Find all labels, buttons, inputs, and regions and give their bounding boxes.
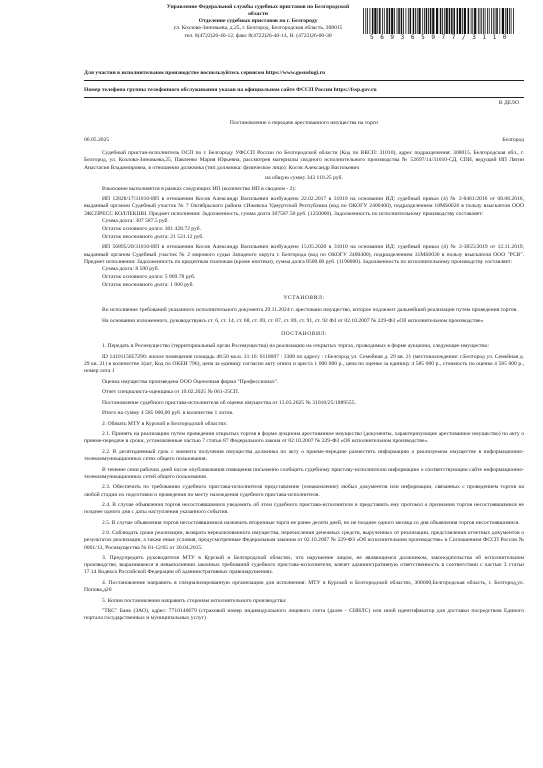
item-2-2: 2.2. В десятидневный срок с момента получения имущества должника по акту о приеме-передаче разместить информацию о реализуемом имуществе в информационно-телекоммуникационных сетях общего пользования.	[84, 448, 524, 463]
item-2-2-notify: В течение семи рабочих дней после опубликования извещения письменно сообщить судебному приставу-исполнителю информацию о соответствующем сайте информационно-телекоммуникационных сетей общего пользования.	[84, 466, 524, 480]
property-description: ID 1410115857290: жилое помещение площадь 48.50 кв.м. 31:16: 0118007 : 3308 по адресу : г.Белгород ул. Семейная д. 29 кв. 21 (местонахождение: г.Белгород ул. Семейная д. 29 кв. 21) в количестве 1(шт, Код по ОКЕИ 796), цена за единицу согласно акту описи и ареста 1 000 000 р., цена по оценке за единицу 4 585 000 р., стоимость по оценке 4 585 000 р., номер лота 1	[84, 353, 524, 374]
ip1-main-balance: Остаток основного долга: 301 428.72 руб.	[102, 226, 201, 233]
ip2-main-balance: Остаток основного долга: 5 969.78 руб.	[102, 274, 196, 281]
header-divider	[84, 80, 524, 81]
ip1-debt-sum: Сумма долга: 307 587.5 руб.	[102, 218, 169, 225]
issuer-name: Управление Федеральной службы судебных приставов по Белгородской	[166, 4, 350, 10]
item-4-send: 4. Постановление направить в специализированную организацию для исполнения: МТУ в Курской и Белгородской областях, 308600,Белгородская область, г. Белгород,ул. Попова,д20	[84, 580, 524, 594]
total-sum: на общую сумму 343 110.25 руб.	[265, 175, 343, 182]
paragraph-collection: Взыскание выполняется в рамках следующих ИП (количество ИП в сводном - 2):	[102, 185, 296, 192]
heading-ustanovil: УСТАНОВИЛ:	[283, 295, 325, 302]
appraisal-report: Отчет специалиста-оценщика от 10.02.2025 № 061-25СП.	[102, 389, 240, 396]
item-2-6: 2.6. Соблюдать сроки реализации, возврата нереализованного имущества, перечисления денежных средств, вырученных от реализации, представления отчетных документов о результатах реализации, а также иные условия, предусмотренные Федеральным законом от 02.10.2007 № 229-ФЗ «Об исполнительном производстве» и Соглашением ФССП России № 0001/13, Росимущества № 01-12/65 от 30.04.2015.	[84, 530, 524, 551]
ip2-other-balance: Остаток неосновного долга: 1 000 руб.	[102, 281, 194, 288]
paragraph-intro: Судебный пристав-исполнитель ОСП по г. Белгороду УФССП России по Белгородской области (Код по ВКСП: 31010), адрес подразделения: 308015, Белгородская обл., г. Белгород, ул. Козлова-Зиновьева,25, Павленко Мария Юрьевна, рассмотрев материалы сводного исполнительного производства № 52697/14/31010-СД, СПИ, ведущий ИП Лягин Анастасия Владимировна, в отношении должника (тип должника: физическое лицо): Косов Александр Васильевич	[84, 150, 524, 171]
recipient-bank: "ТКС" Банк (ЗАО), адрес: 7710140679 (страховой номер индивидуального лицевого счета (далее - СНИЛС) или иной идентификатор для доставки посредством Единого портала государственных и муниципальных услуг)	[84, 608, 524, 622]
appraiser-info: Оценка имущества произведена ООО Оценочная фирма "Профессионал".	[102, 378, 279, 385]
header-divider-2	[84, 97, 524, 98]
item-5-copies: 5. Копии постановления направить сторонам исполнительного производства:	[102, 597, 287, 604]
issuer-name-cont: области	[248, 11, 268, 18]
department-address: ул. Козлова-Зиновьева, д.25, г. Белгород, Белгородская область, 308015	[173, 25, 343, 32]
paragraph-ip-1: ИП 12828/17/31010-ИП в отношении Косов Александр Васильевич возбуждено 22.02.2017 в 31010 на основании ИД: судебный приказ (4) № 2-8461/2016 от 08.08.2016, выданный органом Судебный участок № 7 Октябрьского района г.Ижевска Удмуртской Республики (код по ОКОГУ 2400400), подразделением 18MS0026 в пользу взыскателя ООО ЭКСПРЕСС КОЛЛЕКШН. Предмет исполнения: Задолженность, сумма долга 307587.50 руб. (1250000). Задолженность по исполнительному производству составляет:	[84, 196, 524, 217]
barcode-image	[362, 8, 516, 34]
barcode-number: 5 6 9 3 6 5 9 7 7 / 3 1 1 0	[369, 34, 509, 41]
paragraph-ip-2: ИП 56895/20/31010-ИП в отношении Косов Александр Васильевич возбуждено 15.05.2020 в 31010 на основании ИД: судебный приказ (4) № 2-3655/2019 от 12.11.2019, выданный органом Судебный участок № 2 мирового судьи Западного округа г. Белгорода (код по ОКОГУ 2400400), подразделением 31MS0036 в пользу взыскателя ООО "РСВ". Предмет исполнения: Задолженность по кредитным платежам (кроме ипотеки), сумма долга 8500.00 руб. (1190000). Задолженность по исполнительному производству составляет:	[84, 244, 524, 265]
phone-notice: Номер телефона группы телефонного обслуживания указан на официальном сайте ФССП России https://fssp.gov.ru	[84, 87, 377, 93]
department-name: Отделение судебных приставов по г. Белгороду	[198, 18, 318, 25]
date-line	[84, 137, 524, 144]
lots-total: Итого на сумму 4 585 000,00 руб. в количестве 1 лотов.	[102, 410, 234, 417]
item-2-oblige: 2. Обязать МТУ в Курской и Белгородской областях:	[102, 420, 228, 427]
gosuslugi-notice: Для участия в исполнительном производстве воспользуйтесь сервисом https://www.gosuslugi.ru	[84, 70, 326, 76]
document-date: 06.05.2025	[84, 137, 110, 144]
item-2-1: 2.1. Принять на реализацию путем проведения открытых торгов в форме аукциона арестованное имущество (документы, характеризующие арестованное имущество) по акту о приеме-передаче в сроки, установленные частью 7 статьи 87 Федерального закона от 02.10.2007 № 229-ФЗ «Об исполнительном производстве».	[84, 431, 524, 445]
appraisal-resolution: Постановление судебного пристава-исполнителя об оценке имущества от 13.03.2025 № 31010/25/1889555.	[102, 399, 356, 406]
ip2-debt-sum: Сумма долга: 8 500 руб.	[102, 266, 160, 273]
heading-postanovil: ПОСТАНОВИЛ:	[281, 330, 327, 337]
paragraph-legal-basis: На основании изложенного, руководствуясь ст. 6, ст. 14, ст. 68, ст. 69, ст. 87, ст. 89, ст. 91, ст. 92 ФЗ от 02.10.2007 № 229-ФЗ «Об исполнительном производстве»	[102, 317, 484, 324]
ip1-other-balance: Остаток неосновного долга: 21 531.12 руб.	[102, 233, 204, 240]
item-2-4: 2.4. В случае объявления торгов несостоявшимися уведомить об этом судебного пристава-исполнителя и представить ему протокол о признании торгов несостоявшимися не позднее одного дня с даты наступления указанного события.	[84, 502, 524, 516]
item-2-5: 2.5. В случае объявления торгов несостоявшимися назначить вторичные торги не ранее десяти дней, но не позднее одного месяца со дня объявления торгов несостоявшимися.	[102, 519, 520, 526]
document-title: Постановление о передаче арестованного имущества на торги	[229, 120, 379, 126]
item-1-transfer: 1. Передать в Росимущество (территориальный орган Росимущества) на реализацию на открытых торгах, проводимых в форме аукциона, следующее имущество:	[102, 343, 490, 350]
document-body	[84, 112, 524, 626]
item-3-warning: 3. Предупредить руководителя МТУ в Курской и Белгородской областях, что нарушение лицом, не являющимся должником, законодательства об исполнительном производстве, выразившееся в невыполнении законных требований судебного пристава-исполнителя, влечет административную ответственность в соответствии с частью 3 статьи 17.14 Кодекса Российской Федерации об административных правонарушениях.	[84, 555, 524, 576]
paragraph-arrest: Во исполнение требований указанного исполнительного документа 29.11.2024 г. арестовано имущество, которое подлежит дальнейшей реализации путем проведения торгов.	[102, 307, 518, 314]
v-delo-stamp: В ДЕЛО	[498, 100, 519, 106]
item-2-3: 2.3. Обеспечить по требованию судебного пристава-исполнителя представление (ознакомление) любых документов или информации, связанных с проведением торгов на любой стадии их подготовки и проведения по месту нахождения судебного пристава-исполнителя.	[84, 484, 524, 498]
department-phones: тел. 8(4722)26-40-12, факс 8(4722)26-40-14, Н. (4722)26-00-30	[184, 32, 332, 39]
document-city: Белгород	[502, 137, 524, 144]
